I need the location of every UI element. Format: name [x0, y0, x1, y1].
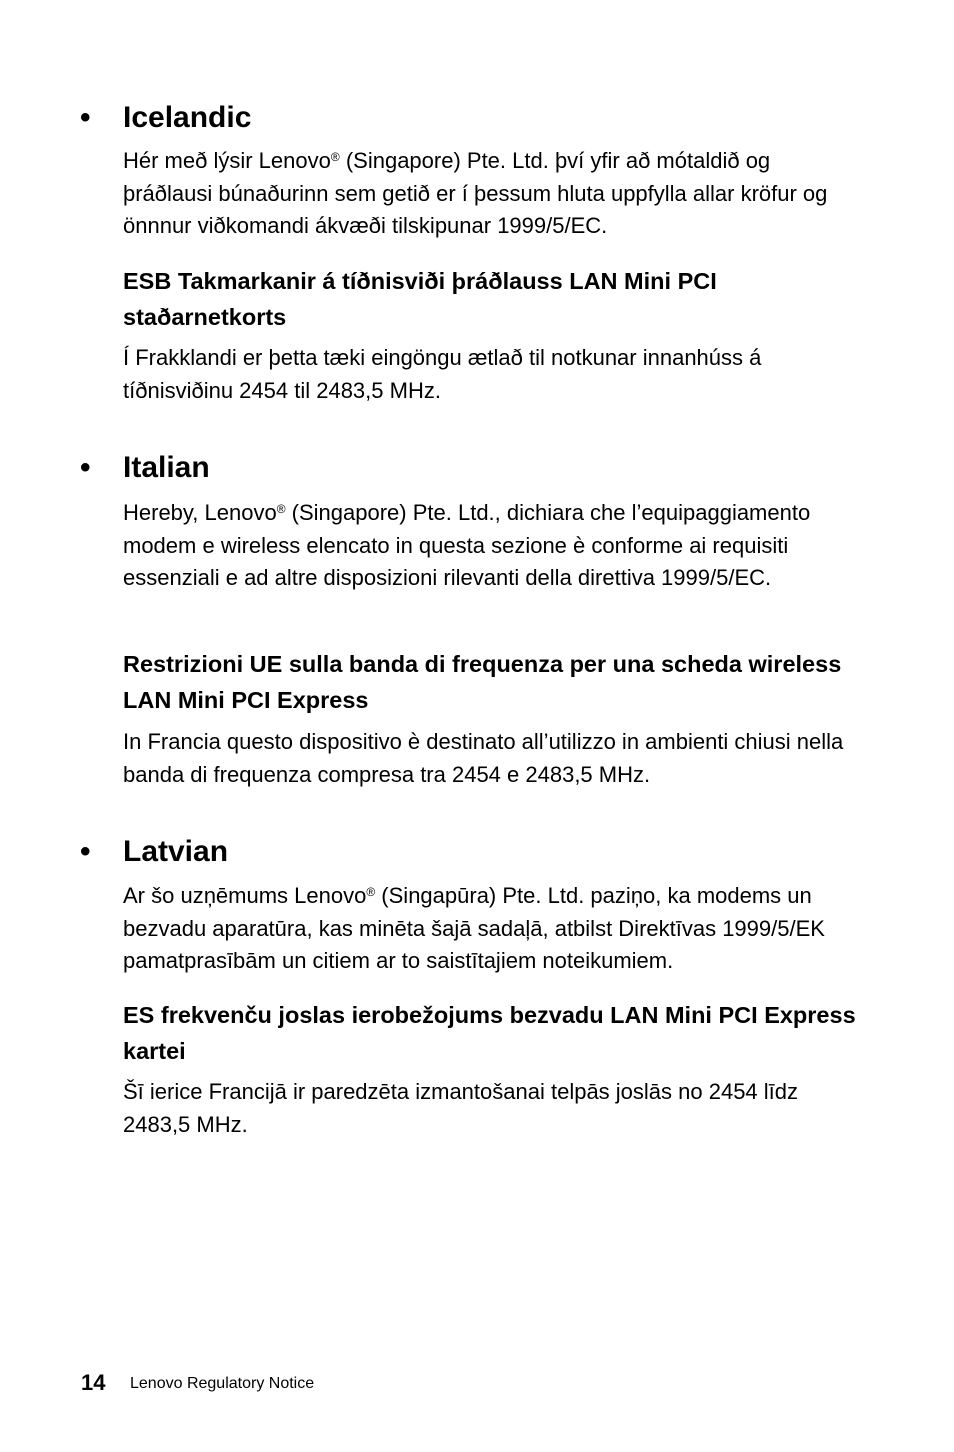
bullet: •	[80, 101, 91, 134]
footer-title: Lenovo Regulatory Notice	[130, 1375, 315, 1392]
declaration-text-start: Hér með lýsir Lenovo	[123, 148, 331, 173]
restriction-paragraph: In Francia questo dispositivo è destinato all’utilizzo in ambienti chiusi nella banda di frequenza compresa tra 2454 e 2483,5 MHz.	[123, 729, 844, 787]
declaration-text-end: (Singapore) Pte. Ltd. því yfir að mótaldið og þráðlausi búnaðurinn sem getið er í þessum hluta uppfylla allar kröfur og önnnur viðkomandi ákvæði tilskipunar 1999/5/EC.	[123, 148, 828, 238]
restriction-subheading: Restrizioni UE sulla banda di frequenza per una scheda wireless LAN Mini PCI Express	[123, 651, 842, 713]
registered-mark: ®	[330, 150, 340, 164]
restriction-subheading: ESB Takmarkanir á tíðnisviði þráðlauss LAN Mini PCI staðarnetkorts	[123, 268, 717, 330]
registered-mark: ®	[366, 885, 376, 899]
registered-mark: ®	[276, 502, 286, 516]
restriction-paragraph: Šī ierice Francijā ir paredzēta izmantošanai telpās joslās no 2454 līdz 2483,5 MHz.	[123, 1079, 799, 1137]
section-heading: Icelandic	[123, 101, 252, 134]
restriction-subheading: ES frekvenču joslas ierobežojums bezvadu LAN Mini PCI Express kartei	[123, 1002, 856, 1064]
restriction-paragraph: Í Frakklandi er þetta tæki eingöngu ætlað til notkunar innanhúss á tíðnisviðinu 2454 til 2483,5 MHz.	[123, 345, 762, 403]
declaration-paragraph	[123, 880, 863, 978]
declaration-paragraph	[123, 497, 863, 595]
declaration-text-end: (Singapore) Pte. Ltd., dichiara che l’equipaggiamento modem e wireless elencato in questa sezione è conforme ai requisiti essenziali e ad altre disposizioni rilevanti della direttiva 1999/5/EC.	[123, 500, 811, 590]
declaration-text-start: Hereby, Lenovo	[123, 500, 277, 525]
section-heading: Latvian	[123, 835, 229, 868]
page-number: 14	[81, 1370, 106, 1395]
bullet: •	[80, 835, 91, 868]
bullet: •	[80, 451, 91, 484]
declaration-paragraph	[123, 145, 863, 243]
declaration-text-start: Ar šo uzņēmums Lenovo	[123, 883, 367, 908]
declaration-text-end: (Singapūra) Pte. Ltd. paziņo, ka modems un bezvadu aparatūra, kas minēta šajā sadaļā, atbilst Direktīvas 1999/5/EK pamatprasībām un citiem ar to saistītajiem noteikumiem.	[123, 883, 825, 973]
section-heading: Italian	[123, 451, 210, 484]
